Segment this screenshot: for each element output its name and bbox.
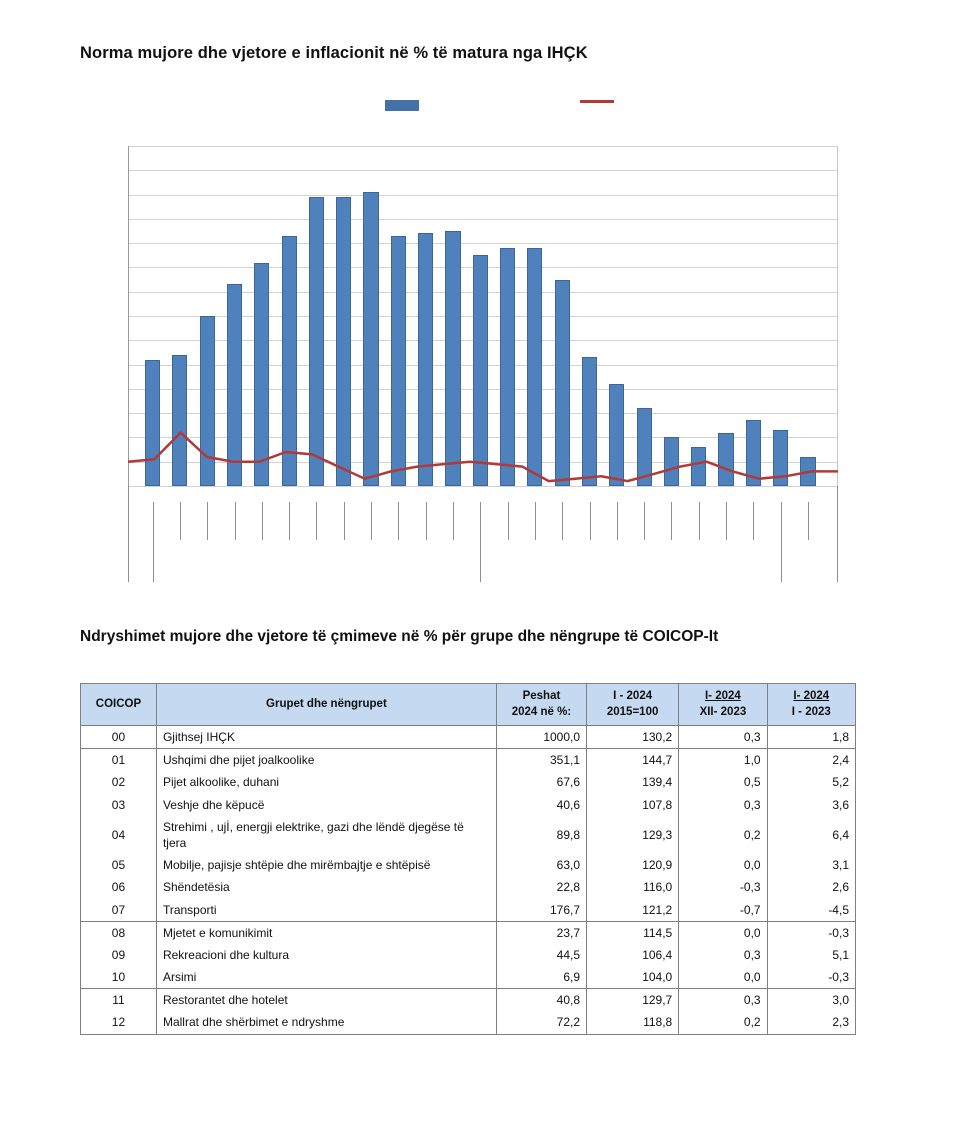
cell-monthly-change: 0,2 [679,816,767,854]
chart-tick [316,502,317,540]
header-weights [496,684,586,726]
cell-monthly-change: 1,0 [679,749,767,772]
cell-monthly-change: 0,0 [679,854,767,876]
chart-tick [535,502,536,540]
header-monthly-line1: I- 2024 [704,690,741,702]
chart-tick [617,502,618,540]
table-row [81,794,856,816]
cell-monthly-change: 0,3 [679,726,767,749]
table-row [81,966,856,989]
chart-tick [180,502,181,540]
header-weights-line2: 2024 në %: [511,705,572,718]
legend-line-swatch-icon [580,100,614,103]
chart-tick [371,502,372,540]
table-row [81,876,856,898]
cell-group-name: Rekreacioni dhe kultura [156,944,496,966]
cell-coicop-code: 10 [81,966,157,989]
cell-weight: 44,5 [496,944,586,966]
cell-coicop-code: 04 [81,816,157,854]
cell-weight: 176,7 [496,899,586,922]
cell-group-name: Pijet alkoolike, duhani [156,771,496,793]
cell-weight: 89,8 [496,816,586,854]
cell-monthly-change: 0,2 [679,1011,767,1034]
coicop-table [80,683,856,1035]
chart-tick [453,502,454,540]
table-row [81,899,856,922]
table-body [81,726,856,1035]
cell-index: 104,0 [587,966,679,989]
chart-tick [207,502,208,540]
header-monthly-line2: XII- 2023 [699,705,747,718]
cell-group-name: Restorantet dhe hotelet [156,989,496,1012]
table-row [81,854,856,876]
chart-tick [590,502,591,540]
cell-index: 121,2 [587,899,679,922]
chart-tick [562,502,563,540]
cell-weight: 40,6 [496,794,586,816]
table-head [81,684,856,726]
cell-index: 129,3 [587,816,679,854]
cell-weight: 351,1 [496,749,586,772]
cell-index: 107,8 [587,794,679,816]
cell-monthly-change: 0,0 [679,921,767,944]
cell-coicop-code: 09 [81,944,157,966]
chart-tick [671,502,672,540]
cell-coicop-code: 03 [81,794,157,816]
cell-monthly-change: 0,5 [679,771,767,793]
cell-annual-change: -0,3 [767,966,855,989]
header-groups [156,684,496,726]
table-header-row [81,684,856,726]
chart-legend [80,98,880,122]
chart-tick [262,502,263,540]
header-groups-line1: Grupet dhe nëngrupet [266,697,387,710]
cell-annual-change: 6,4 [767,816,855,854]
chart-tick [235,502,236,540]
cell-monthly-change: -0,7 [679,899,767,922]
cell-index: 129,7 [587,989,679,1012]
chart-line-series [128,146,838,486]
coicop-table-wrapper [80,683,856,1035]
cell-index: 144,7 [587,749,679,772]
cell-monthly-change: 0,3 [679,794,767,816]
cell-monthly-change: 0,3 [679,989,767,1012]
chart-tick [289,502,290,540]
cell-coicop-code: 12 [81,1011,157,1034]
cell-group-name: Gjithsej IHÇK [156,726,496,749]
cell-annual-change: 5,1 [767,944,855,966]
chart-tick [153,502,154,582]
cell-monthly-change: 0,0 [679,966,767,989]
cell-coicop-code: 02 [81,771,157,793]
chart-tick [480,502,481,582]
cell-weight: 22,8 [496,876,586,898]
chart-tick [808,502,809,540]
chart-category-ticks [128,486,838,596]
table-title: Ndryshimet mujore dhe vjetore të çmimeve në % për grupe dhe nëngrupe të COICOP-It [80,628,719,645]
cell-annual-change: -0,3 [767,921,855,944]
cell-weight: 23,7 [496,921,586,944]
cell-coicop-code: 08 [81,921,157,944]
cell-coicop-code: 06 [81,876,157,898]
cell-monthly-change: 0,3 [679,944,767,966]
cell-index: 106,4 [587,944,679,966]
cell-coicop-code: 05 [81,854,157,876]
cell-group-name: Mjetet e komunikimit [156,921,496,944]
header-annual-line1: I- 2024 [793,690,830,702]
cell-group-name: Strehimi , ujİ, energji elektrike, gazi dhe lëndë djegëse të tjera [156,816,496,854]
cell-weight: 40,8 [496,989,586,1012]
header-index-line1: I - 2024 [613,690,653,702]
cell-annual-change: 3,1 [767,854,855,876]
legend-item-bar [385,100,427,111]
cell-group-name: Veshje dhe këpucë [156,794,496,816]
chart-plot-area [128,146,838,486]
cell-annual-change: 3,6 [767,794,855,816]
cell-index: 118,8 [587,1011,679,1034]
cell-annual-change: 5,2 [767,771,855,793]
chart-tick [398,502,399,540]
chart-tick [508,502,509,540]
cell-annual-change: 3,0 [767,989,855,1012]
table-row [81,816,856,854]
cell-weight: 1000,0 [496,726,586,749]
header-coicop-line1: COICOP [95,697,142,710]
cell-coicop-code: 07 [81,899,157,922]
table-row [81,921,856,944]
chart-title: Norma mujore dhe vjetore e inflacionit në % të matura nga IHÇK [80,44,588,62]
cell-monthly-change: -0,3 [679,876,767,898]
chart-tick [344,502,345,540]
chart-tick-frame-right [837,486,838,582]
cell-group-name: Mallrat dhe shërbimet e ndryshme [156,1011,496,1034]
cell-group-name: Mobilje, pajisje shtëpie dhe mirëmbajtje e shtëpisë [156,854,496,876]
cell-weight: 6,9 [496,966,586,989]
chart-tick [699,502,700,540]
header-index [587,684,679,726]
chart-tick [753,502,754,540]
cell-annual-change: 1,8 [767,726,855,749]
table-row [81,989,856,1012]
header-annual-line2: I - 2023 [791,705,831,718]
cell-annual-change: 2,6 [767,876,855,898]
chart-tick [644,502,645,540]
chart-tick [726,502,727,540]
header-annual [767,684,855,726]
header-index-line2: 2015=100 [606,705,659,718]
cell-index: 120,9 [587,854,679,876]
table-row [81,749,856,772]
cell-weight: 63,0 [496,854,586,876]
cell-index: 116,0 [587,876,679,898]
cell-coicop-code: 01 [81,749,157,772]
table-row [81,944,856,966]
cell-index: 130,2 [587,726,679,749]
cell-weight: 72,2 [496,1011,586,1034]
cell-annual-change: -4,5 [767,899,855,922]
header-weights-line1: Peshat [522,690,561,702]
legend-bar-swatch-icon [385,100,419,111]
cell-annual-change: 2,3 [767,1011,855,1034]
cell-coicop-code: 00 [81,726,157,749]
cell-group-name: Transporti [156,899,496,922]
cell-group-name: Arsimi [156,966,496,989]
legend-item-line [580,100,622,103]
chart-tick [426,502,427,540]
chart-tick-frame-left [128,486,129,582]
cell-index: 114,5 [587,921,679,944]
header-monthly [679,684,767,726]
cell-group-name: Ushqimi dhe pijet joalkoolike [156,749,496,772]
cell-weight: 67,6 [496,771,586,793]
header-coicop [81,684,157,726]
cell-index: 139,4 [587,771,679,793]
cell-group-name: Shëndetësia [156,876,496,898]
cell-coicop-code: 11 [81,989,157,1012]
table-row [81,726,856,749]
table-row [81,1011,856,1034]
cell-annual-change: 2,4 [767,749,855,772]
table-row [81,771,856,793]
chart-tick [781,502,782,582]
